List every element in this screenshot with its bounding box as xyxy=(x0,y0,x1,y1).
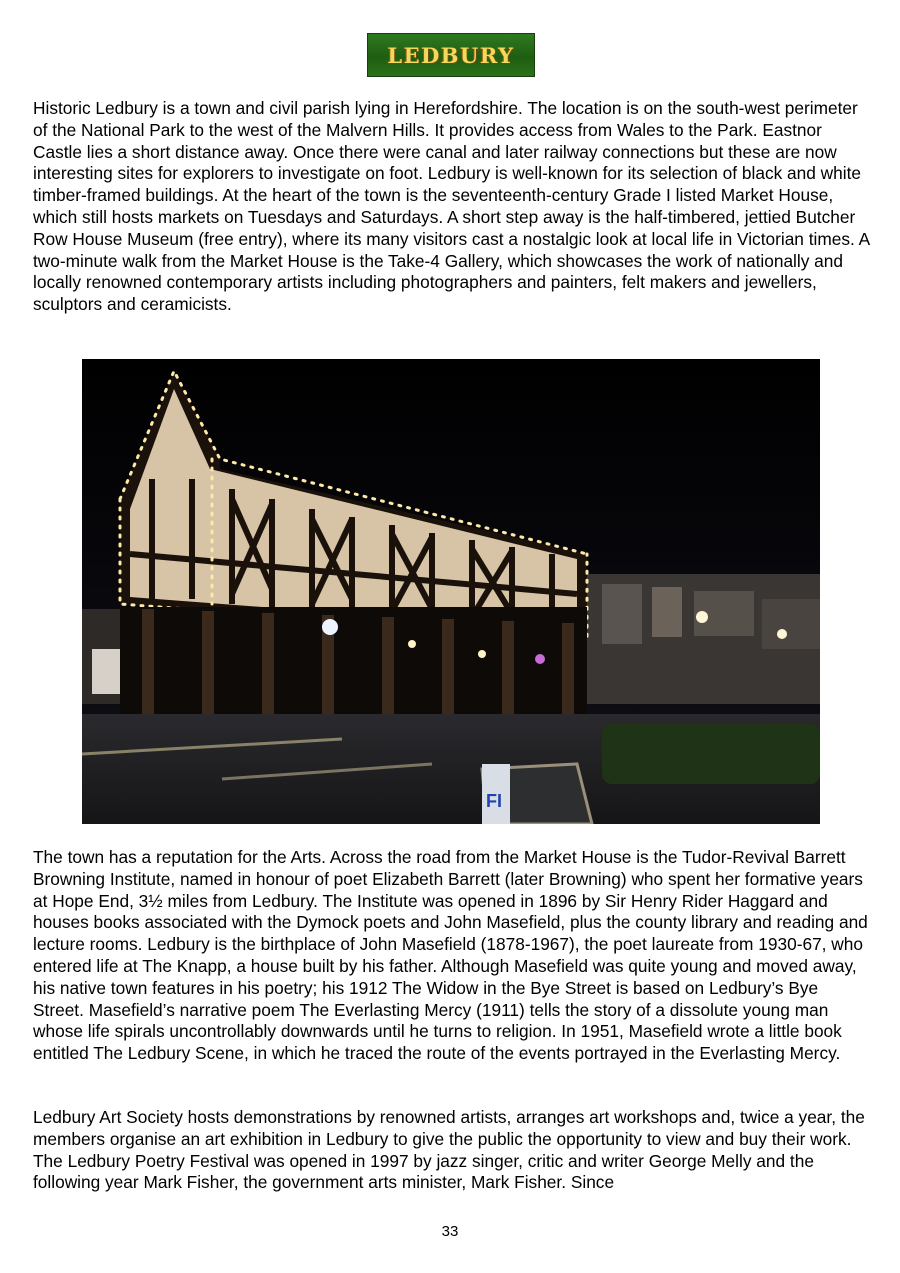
intro-paragraph: Historic Ledbury is a town and civil parish lying in Herefordshire. The location is on the south-west perimeter of the National Park to the west of the Malvern Hills. It provides access from Wales to the Park. Eastnor Castle lies a short distance away. Once there were canal and later railway connections but these are now interesting sites for explorers to investigate on foot. Ledbury is well-known for its selection of black and white timber-framed buildings. At the heart of the town is the seventeenth-century Grade I listed Market House, which still hosts markets on Tuesdays and Saturdays. A short step away is the half-timbered, jettied Butcher Row House Museum (free entry), where its many visitors cast a nostalgic look at local life in Victorian times. A two-minute walk from the Market House is the Take-4 Gallery, which showcases the work of nationally and locally renowned contemporary artists including photographers and painters, felt makers and jewellers, sculptors and ceramicists. xyxy=(33,98,870,315)
sign-text: FI xyxy=(486,791,502,811)
market-house-night-photo xyxy=(82,359,820,824)
logo-text: LEDBURY xyxy=(387,42,515,68)
arts-paragraph: The town has a reputation for the Arts. Across the road from the Market House is the Tudor-Revival Barrett Browning Institute, named in honour of poet Elizabeth Barrett (later Browning) who spent her formative years at Hope End, 3½ miles from Ledbury. The Institute was opened in 1896 by Sir Henry Rider Haggard and houses books associated with the Dymock poets and John Masefield, plus the county library and reading and lecture rooms. Ledbury is the birthplace of John Masefield (1878-1967), the poet laureate from 1930-67, who entered life at The Knapp, a house built by his father. Although Masefield was quite young and moved away, his native town features in his poetry; his 1912 The Widow in the Bye Street is based on Ledbury’s Bye Street. Masefield’s narrative poem The Everlasting Mercy (1911) tells the story of a dissolute young man whose life spirals uncontrollably downwards until he turns to religion. In 1951, Masefield wrote a little book entitled The Ledbury Scene, in which he traced the route of the events portrayed in the Everlasting Mercy. xyxy=(33,847,868,1064)
page-number: 33 xyxy=(441,1223,459,1240)
photo-illustration xyxy=(82,359,820,824)
art-society-paragraph: Ledbury Art Society hosts demonstrations by renowned artists, arranges art workshops and, twice a year, the members organise an art exhibition in Ledbury to give the public the opportunity to view and buy their work. The Ledbury Poetry Festival was opened in 1997 by jazz singer, critic and writer George Melly and the following year Mark Fisher, the government arts minister, Mark Fisher. Since xyxy=(33,1107,865,1193)
ledbury-logo xyxy=(367,33,535,77)
